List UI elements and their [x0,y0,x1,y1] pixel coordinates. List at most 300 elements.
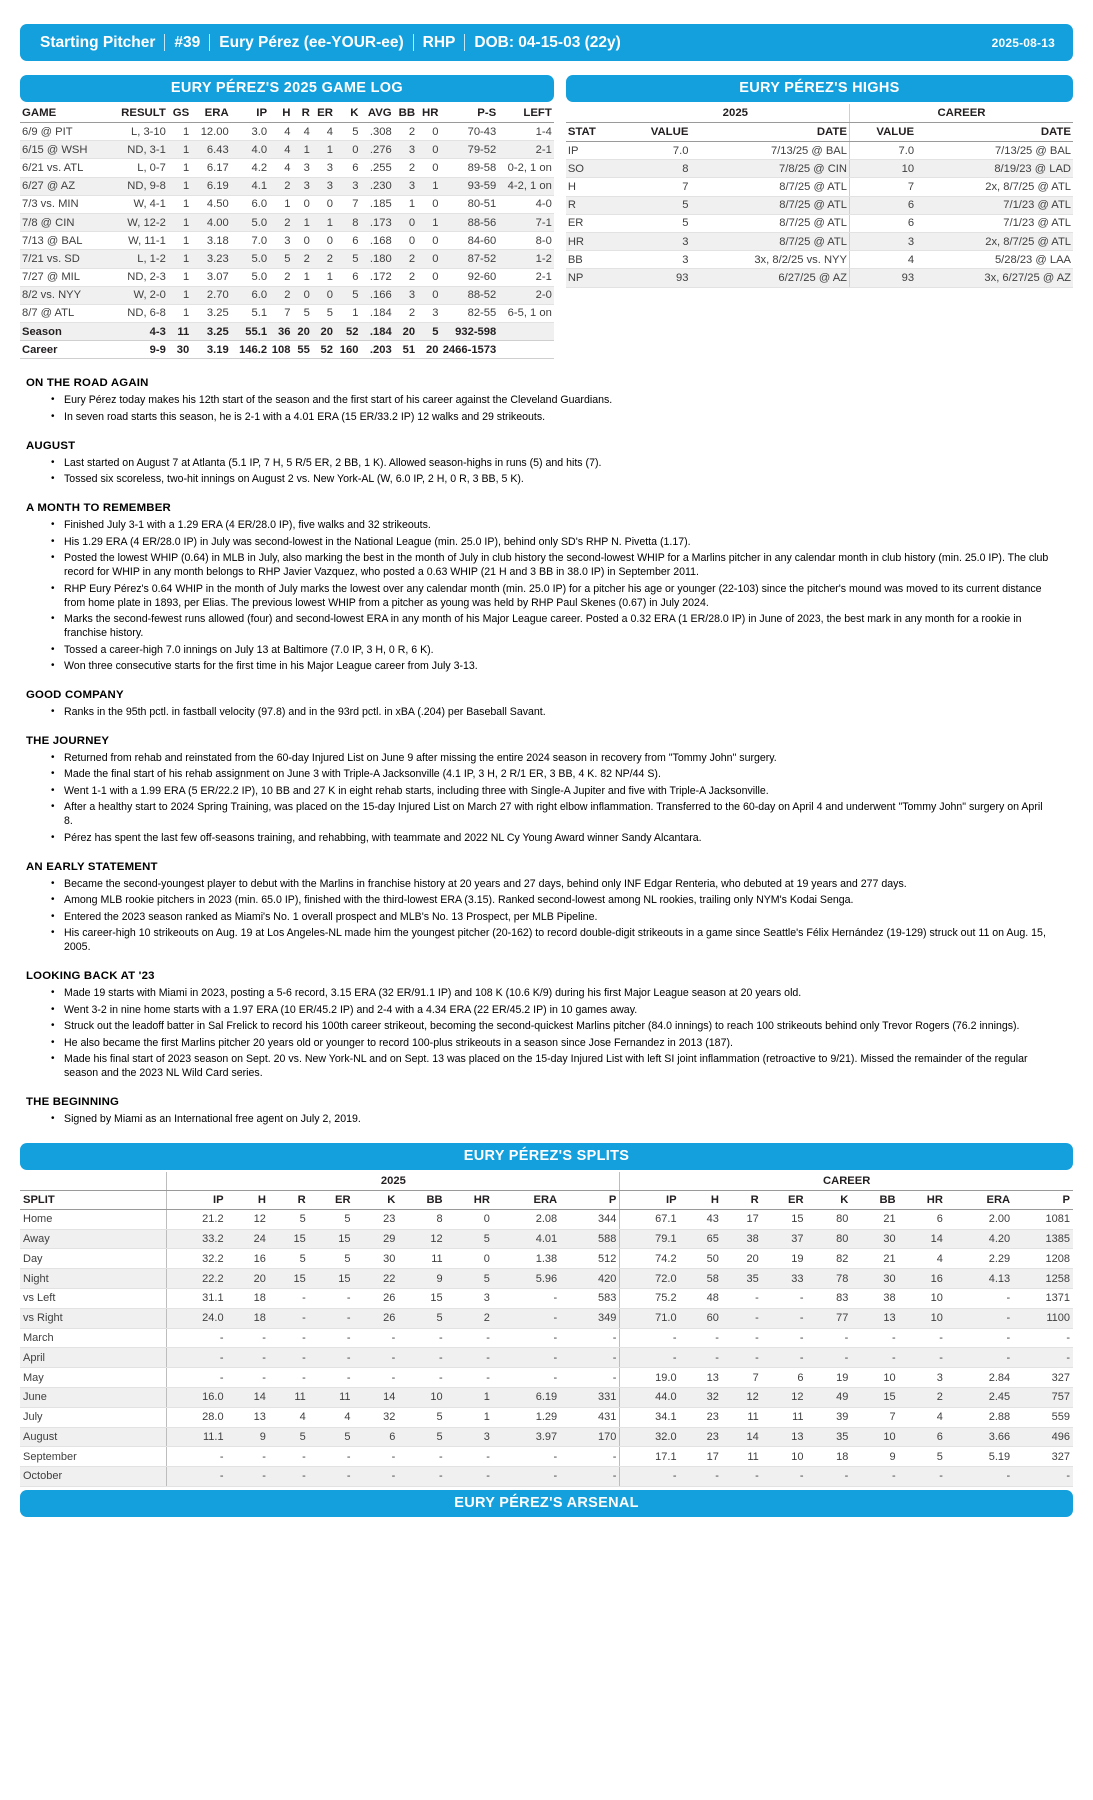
splits-cell-2025: 6 [354,1427,399,1447]
highs-cell: 8/7/25 @ ATL [690,232,849,250]
game-log-cell: 80-51 [440,195,498,213]
game-log-cell: 5.0 [231,213,269,231]
splits-cell-career: - [851,1348,898,1368]
game-log-cell: 2 [394,123,417,141]
game-log-cell: 1 [168,268,191,286]
splits-cell-2025: 30 [354,1249,399,1269]
splits-cell-2025: 420 [560,1269,620,1289]
splits-cell-career: - [899,1348,946,1368]
highs-cell: 7/13/25 @ BAL [690,142,849,160]
game-log-col-p-s: P-S [440,104,498,123]
splits-cell-2025: 170 [560,1427,620,1447]
game-log-cell: 0 [417,286,440,304]
splits-col-career-hr: HR [899,1190,946,1209]
game-log-total-cell: 9-9 [110,341,168,359]
game-log-cell: 1 [168,177,191,195]
splits-cell-2025: - [227,1447,269,1467]
note-heading: THE JOURNEY [26,734,110,747]
note-bullet-list [26,878,1069,955]
game-log-cell: 3.07 [191,268,230,286]
game-log-cell: 5 [335,286,361,304]
splits-cell-2025: 3.97 [493,1427,560,1447]
game-log-cell: 2 [269,268,292,286]
splits-cell-career: 1385 [1013,1229,1073,1249]
note-heading: LOOKING BACK AT '23 [26,970,155,983]
game-log-cell: 0 [292,286,311,304]
splits-cell-2025: 15 [309,1269,354,1289]
splits-cell-2025: 13 [227,1407,269,1427]
note-bullet: • Returned from rehab and reinstated from the 60-day Injured List on June 9 after missing the entire 2024 season in recovery from "Tommy John" surgery. [64,752,1069,766]
splits-cell-2025: - [493,1348,560,1368]
splits-group-header-row [20,1172,1073,1191]
game-log-cell: 2-1 [498,268,554,286]
splits-cell-career: - [762,1328,807,1348]
game-log-cell: 0 [417,159,440,177]
splits-cell-career: 21 [851,1209,898,1229]
splits-cell-career: 23 [680,1407,722,1427]
splits-cell-career: - [680,1467,722,1487]
game-log-cell: 1 [168,141,191,159]
splits-cell-career: 58 [680,1269,722,1289]
game-log-cell: 5 [292,304,311,322]
game-log-cell: W, 12-2 [110,213,168,231]
splits-cell-career: 79.1 [620,1229,680,1249]
game-log-cell: 1 [269,195,292,213]
splits-cell-2025: - [398,1368,445,1388]
game-log-cell: 0 [417,268,440,286]
splits-col-career-h: H [680,1190,722,1209]
player-number: #39 [174,33,201,51]
game-log-col-left: LEFT [498,104,554,123]
splits-col-2025-hr: HR [446,1190,493,1209]
game-log-col-era: ERA [191,104,230,123]
splits-cell-2025: 5.96 [493,1269,560,1289]
note-bullet: • Went 3-2 in nine home starts with a 1.97 ERA (10 ER/45.2 IP) and 2-4 with a 4.34 ERA (22 ER/45.2 IP) in 10 games away. [64,1004,1069,1018]
splits-cell-career: 23 [680,1427,722,1447]
game-log-total-row [20,323,554,341]
splits-cell-career: 14 [899,1229,946,1249]
highs-cell: 10 [849,160,916,178]
game-log-cell: 8 [335,213,361,231]
splits-cell-2025: 5 [398,1427,445,1447]
player-header-bar [20,24,1073,61]
game-log-cell: 4.00 [191,213,230,231]
splits-cell-2025: 5 [309,1249,354,1269]
splits-row-label: April [20,1348,167,1368]
highs-cell: 3 [622,251,691,269]
note-bullet: • His career-high 10 strikeouts on Aug. 19 at Los Angeles-NL made him the youngest pitcher (20-162) to record double-digit strikeouts in a game since Seattle's Félix Hernández (19-129) struck out 11 on Aug. 15, 2005. [64,927,1069,955]
game-log-cell: 2 [394,250,417,268]
splits-cell-career: - [946,1467,1013,1487]
game-log-cell: 2 [394,159,417,177]
splits-table [20,1172,1073,1487]
splits-cell-career: - [807,1328,852,1348]
splits-cell-career: 30 [851,1229,898,1249]
splits-cell-2025: 14 [354,1387,399,1407]
splits-cell-career: 30 [851,1269,898,1289]
splits-cell-career: 50 [680,1249,722,1269]
splits-row [20,1447,1073,1467]
highs-cell: 7.0 [622,142,691,160]
game-log-cell: .166 [360,286,393,304]
splits-row-label: Home [20,1209,167,1229]
game-log-cell: 2-1 [498,141,554,159]
game-log-cell: 7/21 vs. SD [20,250,110,268]
splits-cell-2025: - [354,1368,399,1388]
splits-row [20,1368,1073,1388]
splits-cell-2025: 5 [269,1249,309,1269]
splits-cell-2025: - [269,1328,309,1348]
splits-cell-2025: - [269,1368,309,1388]
splits-cell-2025: 31.1 [167,1289,227,1309]
game-log-cell: 82-55 [440,304,498,322]
splits-row-label: August [20,1427,167,1447]
splits-cell-career: 33 [762,1269,807,1289]
highs-cell: 3 [622,232,691,250]
game-log-cell: ND, 2-3 [110,268,168,286]
splits-row-label: June [20,1387,167,1407]
player-name: Eury Pérez (ee-YOUR-ee) [219,33,404,51]
splits-cell-2025: 4.01 [493,1229,560,1249]
game-log-cell: 7 [335,195,361,213]
game-log-row [20,250,554,268]
splits-cell-career: 65 [680,1229,722,1249]
splits-cell-career: - [946,1308,1013,1328]
game-log-cell: 79-52 [440,141,498,159]
game-log-cell: 6/27 @ AZ [20,177,110,195]
game-log-cell: .308 [360,123,393,141]
game-log-total-cell: .203 [360,341,393,359]
splits-cell-2025: 15 [269,1269,309,1289]
splits-col-2025-k: K [354,1190,399,1209]
highs-cell: 8 [622,160,691,178]
game-log-cell: 1 [312,268,335,286]
game-log-total-cell: 3.19 [191,341,230,359]
splits-col-2025-era: ERA [493,1190,560,1209]
splits-cell-career: - [1013,1467,1073,1487]
splits-cell-2025: 1 [446,1387,493,1407]
splits-cell-career: - [762,1467,807,1487]
game-log-cell: .185 [360,195,393,213]
game-log-cell: 3.0 [231,123,269,141]
splits-cell-2025: 349 [560,1308,620,1328]
game-log-row [20,195,554,213]
game-log-cell: 1 [394,195,417,213]
splits-cell-career: 3.66 [946,1427,1013,1447]
game-log-col-bb: BB [394,104,417,123]
player-throwing-hand: RHP [422,33,456,51]
splits-cell-career: 11 [722,1407,762,1427]
highs-col-4: DATE [916,123,1073,142]
splits-cell-career: 9 [851,1447,898,1467]
note-bullet: • Last started on August 7 at Atlanta (5.1 IP, 7 H, 5 R/5 ER, 2 BB, 1 K). Allowed season-highs in runs (5) and hits (7). [64,457,1069,471]
game-log-cell: 8-0 [498,232,554,250]
splits-col-career-r: R [722,1190,762,1209]
splits-cell-2025: 4 [269,1407,309,1427]
note-heading: THE BEGINNING [26,1095,120,1108]
splits-cell-2025: 26 [354,1308,399,1328]
game-log-cell: 1-4 [498,123,554,141]
splits-cell-2025: - [446,1467,493,1487]
splits-cell-2025: 32 [354,1407,399,1427]
game-log-cell: 1 [168,213,191,231]
splits-cell-2025: 16 [227,1249,269,1269]
splits-col-split: SPLIT [20,1190,167,1209]
splits-cell-2025: - [269,1289,309,1309]
splits-cell-2025: 1.29 [493,1407,560,1427]
splits-body [20,1209,1073,1486]
splits-cell-2025: 2.08 [493,1209,560,1229]
game-log-title: EURY PÉREZ'S 2025 GAME LOG [20,75,554,102]
splits-cell-career: 32.0 [620,1427,680,1447]
game-log-cell: 6.19 [191,177,230,195]
splits-cell-career: - [1013,1328,1073,1348]
game-log-cell: W, 4-1 [110,195,168,213]
splits-cell-career: - [807,1348,852,1368]
game-log-cell: 0 [417,232,440,250]
game-log-col-gs: GS [168,104,191,123]
splits-cell-2025: 24 [227,1229,269,1249]
splits-cell-2025: - [354,1467,399,1487]
highs-row [566,251,1073,269]
game-log-total-cell: 52 [312,341,335,359]
splits-cell-2025: 5 [309,1209,354,1229]
splits-row-label: Away [20,1229,167,1249]
note-bullet: • Pérez has spent the last few off-seasons training, and rehabbing, with teammate and 2022 NL Cy Young Award winner Sandy Alcantara. [64,832,1069,846]
splits-cell-career: - [680,1328,722,1348]
highs-cell: NP [566,269,622,287]
splits-cell-career: 13 [851,1308,898,1328]
game-log-row [20,159,554,177]
game-log-cell: .184 [360,304,393,322]
game-log-cell: 2 [269,286,292,304]
splits-cell-career: 19 [807,1368,852,1388]
splits-cell-career: 35 [722,1269,762,1289]
splits-title: EURY PÉREZ'S SPLITS [20,1143,1073,1170]
game-log-cell: 2 [269,213,292,231]
highs-cell: HR [566,232,622,250]
note-bullet: • Made 19 starts with Miami in 2023, posting a 5-6 record, 3.15 ERA (32 ER/91.1 IP) and 108 K (10.6 K/9) during his first Major League season at 20 years old. [64,987,1069,1001]
splits-cell-2025: 26 [354,1289,399,1309]
game-log-total-cell [498,341,554,359]
note-heading: GOOD COMPANY [26,689,124,701]
splits-row-label: May [20,1368,167,1388]
splits-cell-2025: - [309,1467,354,1487]
game-log-col-k: K [335,104,361,123]
splits-row [20,1308,1073,1328]
splits-cell-2025: 11.1 [167,1427,227,1447]
highs-cell: IP [566,142,622,160]
game-log-cell: 4 [269,123,292,141]
game-log-total-cell: .184 [360,323,393,341]
game-log-cell: 6 [335,268,361,286]
game-log-cell: 1 [335,304,361,322]
splits-col-career-bb: BB [851,1190,898,1209]
splits-cell-2025: - [309,1289,354,1309]
game-log-cell: 0 [312,232,335,250]
note-bullet-list [26,519,1069,674]
game-log-cell: 6/9 @ PIT [20,123,110,141]
splits-cell-career: 13 [762,1427,807,1447]
splits-cell-2025: - [227,1328,269,1348]
splits-cell-2025: 3 [446,1427,493,1447]
splits-row-label: vs Right [20,1308,167,1328]
highs-cell: 8/7/25 @ ATL [690,214,849,232]
splits-cell-2025: 12 [227,1209,269,1229]
game-log-total-cell: 20 [417,341,440,359]
splits-row [20,1229,1073,1249]
splits-cell-2025: - [354,1447,399,1467]
game-log-cell: 3 [292,177,311,195]
splits-cell-career: 71.0 [620,1308,680,1328]
game-log-cell: 1 [168,195,191,213]
splits-cell-career: - [680,1348,722,1368]
splits-cell-2025: - [493,1308,560,1328]
splits-cell-2025: 5 [269,1209,309,1229]
highs-col-0: STAT [566,123,622,142]
highs-table [566,104,1073,288]
splits-row-label: March [20,1328,167,1348]
game-log-cell: 3 [335,177,361,195]
splits-cell-career: 2 [899,1387,946,1407]
splits-cell-career: 1081 [1013,1209,1073,1229]
notes-sections [20,377,1073,1126]
game-log-cell: 6.0 [231,195,269,213]
splits-cell-2025: 2 [446,1308,493,1328]
splits-cell-career: 327 [1013,1447,1073,1467]
splits-cell-career: 4 [899,1407,946,1427]
splits-cell-career: 10 [762,1447,807,1467]
game-log-cell: W, 2-0 [110,286,168,304]
game-log-cell: 1 [292,141,311,159]
game-log-col-ip: IP [231,104,269,123]
splits-cell-career: 13 [680,1368,722,1388]
highs-group-header-row [566,104,1073,123]
game-log-col-hr: HR [417,104,440,123]
splits-cell-career: 19 [762,1249,807,1269]
highs-cell: SO [566,160,622,178]
note-bullet: • RHP Eury Pérez's 0.64 WHIP in the month of July marks the lowest over any calendar month (min. 25.0 IP) for a pitcher his age or younger (22-103) since the pitcher's mound was moved to its current distance from home plate in 1893, per Elias. The previous lowest WHIP from a pitcher as young was held by RHP Paul Skenes (0.67) in July 2024. [64,583,1069,611]
note-bullet: • Posted the lowest WHIP (0.64) in MLB in July, also marking the best in the month of July in club history the second-lowest WHIP for a Marlins pitcher in any calendar month in club history (min. 25.0 IP). The club record for WHIP in any month belongs to RHP Javier Vazquez, who posted a 0.63 WHIP (21 H and 3 BB in 38.0 IP) in September 2011. [64,552,1069,580]
splits-row-label: Day [20,1249,167,1269]
game-log-cell: 70-43 [440,123,498,141]
highs-cell: ER [566,214,622,232]
game-log-total-row [20,341,554,359]
game-log-cell: 87-52 [440,250,498,268]
splits-cell-2025: 0 [446,1249,493,1269]
game-log-cell: 2.70 [191,286,230,304]
game-log-cell: 1 [312,213,335,231]
splits-cell-2025: - [227,1348,269,1368]
game-log-row [20,141,554,159]
game-log-cell: 3 [394,177,417,195]
game-log-cell: L, 1-2 [110,250,168,268]
highs-row [566,269,1073,287]
game-log-col-er: ER [312,104,335,123]
note-bullet-list [26,752,1069,846]
game-log-cell: 89-58 [440,159,498,177]
splits-cell-career: 1100 [1013,1308,1073,1328]
game-log-total-cell: Season [20,323,110,341]
game-log-cell: 3 [394,141,417,159]
splits-cell-career: 80 [807,1229,852,1249]
splits-row [20,1209,1073,1229]
game-log-cell: ND, 6-8 [110,304,168,322]
splits-cell-career: - [899,1467,946,1487]
splits-cell-2025: - [167,1368,227,1388]
splits-cell-career: 82 [807,1249,852,1269]
splits-cell-2025: 28.0 [167,1407,227,1427]
highs-col-3: VALUE [849,123,916,142]
splits-cell-career: 48 [680,1289,722,1309]
game-log-cell: 4.1 [231,177,269,195]
game-log-total-cell: 160 [335,341,361,359]
splits-cell-career: - [807,1467,852,1487]
highs-cell: R [566,196,622,214]
game-log-total-cell: 4-3 [110,323,168,341]
splits-cell-2025: 5 [309,1427,354,1447]
splits-cell-career: - [722,1348,762,1368]
game-log-cell: 1 [292,268,311,286]
game-log-cell: 92-60 [440,268,498,286]
splits-cell-2025: 431 [560,1407,620,1427]
splits-cell-career: 38 [722,1229,762,1249]
highs-row [566,196,1073,214]
splits-cell-2025: - [269,1467,309,1487]
splits-cell-2025: 5 [446,1229,493,1249]
splits-group-2025: 2025 [167,1172,620,1191]
splits-cell-career: - [851,1328,898,1348]
highs-cell: 3 [849,232,916,250]
splits-cell-career: 4.13 [946,1269,1013,1289]
highs-group-2025: 2025 [622,104,850,123]
splits-cell-career: - [722,1308,762,1328]
splits-cell-career: 11 [762,1407,807,1427]
highs-cell: 7/8/25 @ CIN [690,160,849,178]
splits-cell-2025: 512 [560,1249,620,1269]
splits-cell-2025: 5 [446,1269,493,1289]
game-log-cell: 7-1 [498,213,554,231]
splits-cell-2025: 33.2 [167,1229,227,1249]
splits-cell-2025: - [560,1467,620,1487]
game-log-cell: .173 [360,213,393,231]
game-log-cell: 0 [417,141,440,159]
highs-group-blank [566,104,622,123]
splits-cell-career: 16 [899,1269,946,1289]
game-log-cell: 93-59 [440,177,498,195]
splits-cell-2025: 20 [227,1269,269,1289]
note-bullet-list [26,706,1069,720]
note-bullet-list [26,987,1069,1081]
splits-cell-2025: - [493,1368,560,1388]
highs-header-row [566,123,1073,142]
splits-cell-career: 37 [762,1229,807,1249]
splits-cell-career: 38 [851,1289,898,1309]
game-log-cell: .276 [360,141,393,159]
note-bullet: • Finished July 3-1 with a 1.29 ERA (4 ER/28.0 IP), five walks and 32 strikeouts. [64,519,1069,533]
highs-group-career: CAREER [849,104,1073,123]
splits-cell-career: 3 [899,1368,946,1388]
note-bullet: • Went 1-1 with a 1.99 ERA (5 ER/22.2 IP), 10 BB and 27 K in eight rehab starts, including three with Single-A Jupiter and five with Triple-A Jacksonville. [64,785,1069,799]
splits-col-2025-ip: IP [167,1190,227,1209]
game-log-cell: 2 [394,304,417,322]
splits-cell-career: 10 [899,1308,946,1328]
splits-cell-2025: - [167,1447,227,1467]
splits-cell-career: 74.2 [620,1249,680,1269]
note-bullet: • His 1.29 ERA (4 ER/28.0 IP) in July was second-lowest in the National League (min. 25.0 IP), behind only SD's RHP N. Pivetta (1.17). [64,536,1069,550]
game-log-cell: .172 [360,268,393,286]
splits-cell-2025: - [309,1308,354,1328]
